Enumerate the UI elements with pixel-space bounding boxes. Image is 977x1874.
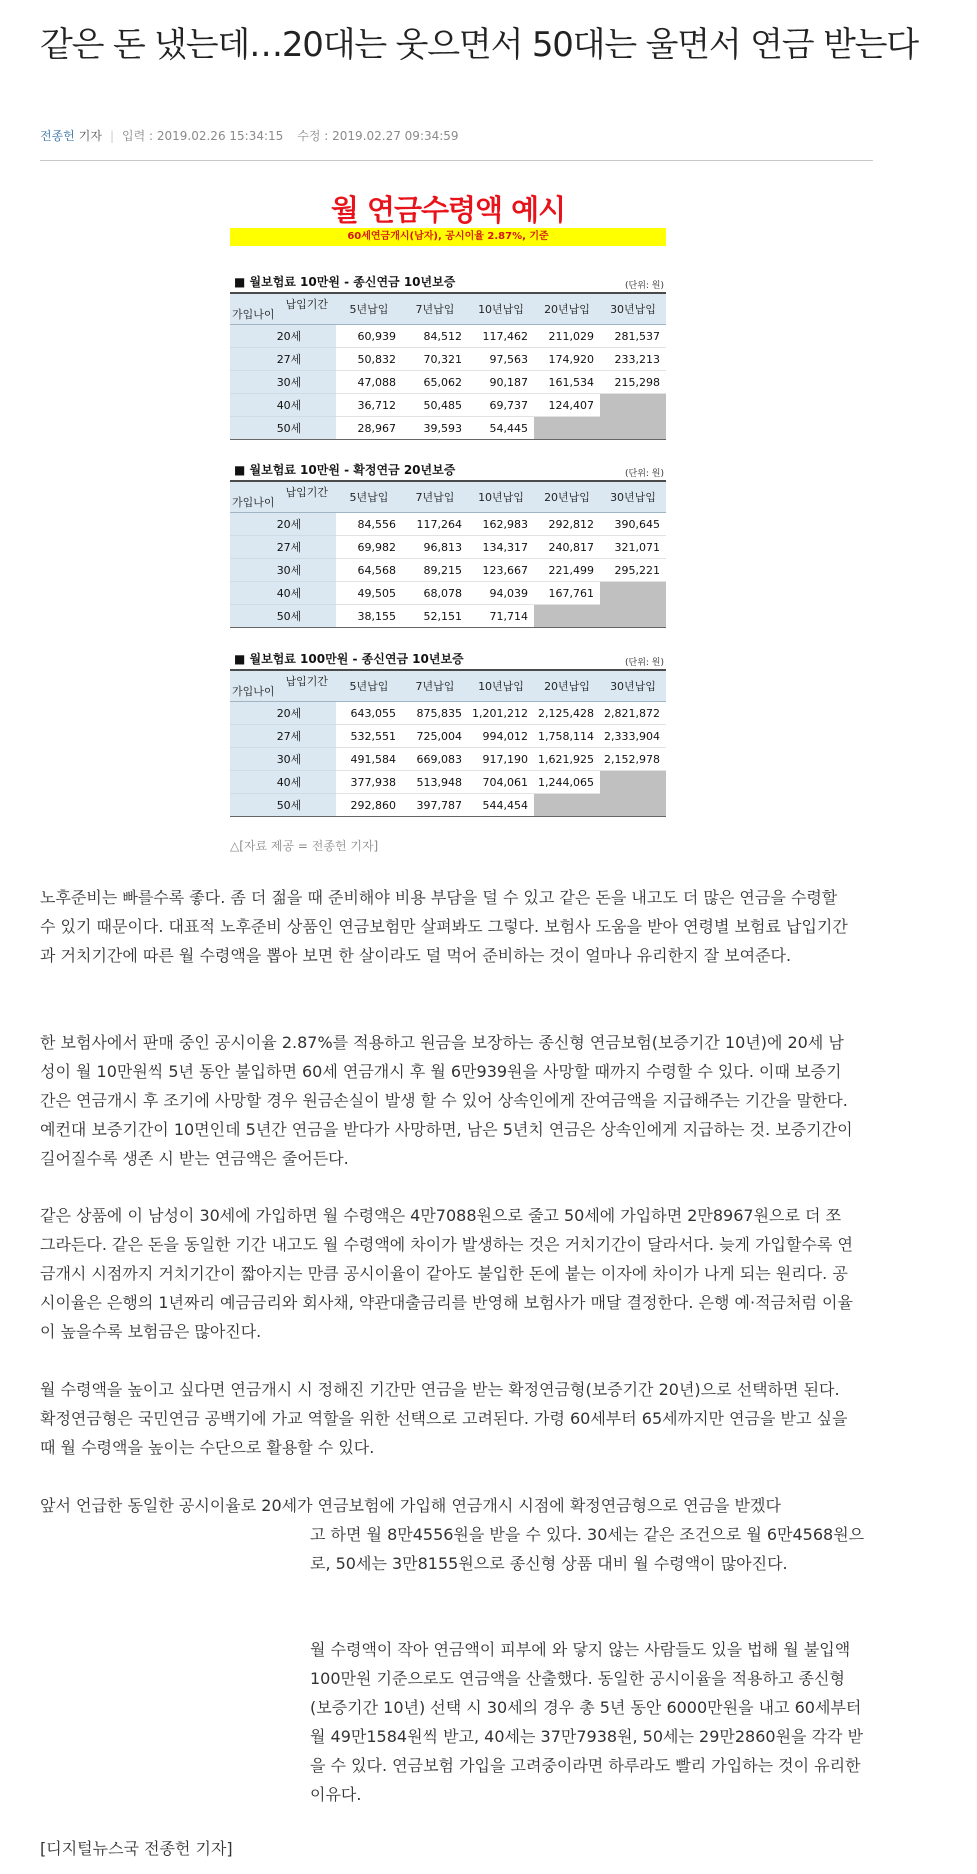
table-row xyxy=(230,794,666,817)
header-divider xyxy=(40,160,873,161)
column-header: 30년납입 xyxy=(600,481,666,513)
table-title: ■ 월보험료 10만원 - 확정연금 20년보증 xyxy=(234,463,456,477)
input-time: 입력 : 2019.02.26 15:34:15 xyxy=(122,129,284,143)
table-row xyxy=(230,513,666,536)
age-cell: 27세 xyxy=(230,348,336,371)
value-cell: 2,125,428 xyxy=(534,702,600,725)
empty-cell xyxy=(600,605,666,628)
empty-cell xyxy=(534,794,600,817)
table-row xyxy=(230,348,666,371)
article-headline: 같은 돈 냈는데…20대는 웃으면서 50대는 울면서 연금 받는다 xyxy=(40,25,918,65)
value-cell: 49,505 xyxy=(336,582,402,605)
value-cell: 1,244,065 xyxy=(534,771,600,794)
author-link[interactable]: 전종헌 xyxy=(40,129,75,143)
value-cell: 94,039 xyxy=(468,582,534,605)
table-row xyxy=(230,725,666,748)
value-cell: 90,187 xyxy=(468,371,534,394)
age-cell: 20세 xyxy=(230,325,336,348)
value-cell: 167,761 xyxy=(534,582,600,605)
column-header: 10년납입 xyxy=(468,293,534,325)
corner-header: 납입기간 가입나이 xyxy=(230,481,336,513)
reporter-tag: [디지털뉴스국 전종헌 기자] xyxy=(40,1839,233,1858)
column-header: 10년납입 xyxy=(468,481,534,513)
corner-header: 납입기간 가입나이 xyxy=(230,670,336,702)
table-row xyxy=(230,748,666,771)
column-header: 7년납입 xyxy=(402,293,468,325)
value-cell: 89,215 xyxy=(402,559,468,582)
value-cell: 491,584 xyxy=(336,748,402,771)
table-row xyxy=(230,771,666,794)
age-cell: 20세 xyxy=(230,702,336,725)
value-cell: 124,407 xyxy=(534,394,600,417)
column-header: 5년납입 xyxy=(336,481,402,513)
value-cell: 84,512 xyxy=(402,325,468,348)
empty-cell xyxy=(534,417,600,440)
value-cell: 994,012 xyxy=(468,725,534,748)
pension-table-1 xyxy=(230,270,666,440)
value-cell: 221,499 xyxy=(534,559,600,582)
modified-time: 수정 : 2019.02.27 09:34:59 xyxy=(297,129,459,143)
value-cell: 397,787 xyxy=(402,794,468,817)
byline xyxy=(40,127,459,144)
column-header: 20년납입 xyxy=(534,670,600,702)
age-cell: 20세 xyxy=(230,513,336,536)
empty-cell xyxy=(534,605,600,628)
paragraph-5-lead: 앞서 언급한 동일한 공시이율로 20세가 연금보험에 가입해 연금개시 시점에 확정연금형으로 연금을 받겠다 xyxy=(40,1496,781,1515)
value-cell: 70,321 xyxy=(402,348,468,371)
column-header: 30년납입 xyxy=(600,670,666,702)
value-cell: 68,078 xyxy=(402,582,468,605)
table-row xyxy=(230,559,666,582)
value-cell: 84,556 xyxy=(336,513,402,536)
age-cell: 40세 xyxy=(230,771,336,794)
figure-title: 월 연금수령액 예시 xyxy=(330,193,566,227)
value-cell: 725,004 xyxy=(402,725,468,748)
table-unit: (단위: 원) xyxy=(625,658,664,668)
value-cell: 71,714 xyxy=(468,605,534,628)
table-row xyxy=(230,702,666,725)
value-cell: 240,817 xyxy=(534,536,600,559)
empty-cell xyxy=(600,417,666,440)
column-header: 5년납입 xyxy=(336,293,402,325)
value-cell: 377,938 xyxy=(336,771,402,794)
column-header: 10년납입 xyxy=(468,670,534,702)
table-unit: (단위: 원) xyxy=(625,469,664,479)
table-unit: (단위: 원) xyxy=(625,281,664,291)
value-cell: 134,317 xyxy=(468,536,534,559)
value-cell: 1,758,114 xyxy=(534,725,600,748)
value-cell: 52,151 xyxy=(402,605,468,628)
paragraph-2: 한 보험사에서 판매 중인 공시이율 2.87%를 적용하고 원금을 보장하는 종신형 연금보험(보증기간 10년)에 20세 남성이 월 10만원씩 5년 동안 불입하면 60세 연금개시 후 월 6만939원을 사망할 때까지 수령할 수 있다. 이때 보증기간은 연금개시 후 조기에 사망할 경우 원금손실이 발생 할 수 있어 상속인에게 잔여금액을 지급해주는 기간을 말한다. 예컨대 보증기간이 10면인데 5년간 연금을 받다가 사망하면, 남은 5년치 연금은 상속인에게 지급하는 것. 보증기간이 길어질수록 생존 시 받는 연금액은 줄어든다. xyxy=(40,1033,853,1168)
value-cell: 54,445 xyxy=(468,417,534,440)
value-cell: 117,462 xyxy=(468,325,534,348)
value-cell: 2,821,872 xyxy=(600,702,666,725)
paragraph-3: 같은 상품에 이 남성이 30세에 가입하면 월 수령액은 4만7088원으로 줄고 50세에 가입하면 2만8967원으로 더 쪼그라든다. 같은 돈을 동일한 기간 내고도 월 수령액에 차이가 발생하는 것은 거치기간이 달라서다. 늦게 가입할수록 연금개시 시점까지 거치기간이 짧아지는 만큼 공시이율이 같아도 불입한 돈에 붙는 이자에 차이가 나게 되는 원리다. 공시이율은 은행의 1년짜리 예금금리와 회사채, 약관대출금리를 반영해 보험사가 매달 결정한다. 은행 예·적금처럼 이율이 높을수록 보험금은 많아진다. xyxy=(40,1206,853,1341)
value-cell: 65,062 xyxy=(402,371,468,394)
column-header: 5년납입 xyxy=(336,670,402,702)
value-cell: 2,152,978 xyxy=(600,748,666,771)
value-cell: 97,563 xyxy=(468,348,534,371)
age-cell: 27세 xyxy=(230,725,336,748)
paragraph-1: 노후준비는 빠를수록 좋다. 좀 더 젊을 때 준비해야 비용 부담을 덜 수 있고 같은 돈을 내고도 더 많은 연금을 수령할 수 있기 때문이다. 대표적 노후준비 상품인 연금보험만 살펴봐도 그렇다. 보험사 도움을 받아 연령별 보험료 납입기간과 거치기간에 따른 월 수령액을 뽑아 보면 한 살이라도 덜 먹어 준비하는 것이 얼마나 유리한지 잘 보여준다. xyxy=(40,888,848,965)
value-cell: 161,534 xyxy=(534,371,600,394)
pension-table-2 xyxy=(230,458,666,628)
column-header: 20년납입 xyxy=(534,293,600,325)
value-cell: 704,061 xyxy=(468,771,534,794)
value-cell: 50,832 xyxy=(336,348,402,371)
value-cell: 390,645 xyxy=(600,513,666,536)
column-header: 30년납입 xyxy=(600,293,666,325)
value-cell: 211,029 xyxy=(534,325,600,348)
column-header: 7년납입 xyxy=(402,481,468,513)
author-role: 기자 xyxy=(78,129,102,143)
figure-subtitle: 60세연금개시(남자), 공시이율 2.87%, 기준 xyxy=(230,228,666,246)
value-cell: 917,190 xyxy=(468,748,534,771)
value-cell: 96,813 xyxy=(402,536,468,559)
value-cell: 2,333,904 xyxy=(600,725,666,748)
value-cell: 50,485 xyxy=(402,394,468,417)
age-cell: 40세 xyxy=(230,394,336,417)
age-cell: 50세 xyxy=(230,605,336,628)
age-cell: 30세 xyxy=(230,559,336,582)
age-cell: 50세 xyxy=(230,794,336,817)
value-cell: 643,055 xyxy=(336,702,402,725)
value-cell: 162,983 xyxy=(468,513,534,536)
pension-table-3 xyxy=(230,647,666,817)
table-row xyxy=(230,325,666,348)
value-cell: 60,939 xyxy=(336,325,402,348)
value-cell: 38,155 xyxy=(336,605,402,628)
value-cell: 69,737 xyxy=(468,394,534,417)
value-cell: 875,835 xyxy=(402,702,468,725)
empty-cell xyxy=(600,582,666,605)
figure-caption: △[자료 제공 = 전종헌 기자] xyxy=(230,839,379,853)
value-cell: 215,298 xyxy=(600,371,666,394)
column-header: 20년납입 xyxy=(534,481,600,513)
value-cell: 292,860 xyxy=(336,794,402,817)
column-header: 7년납입 xyxy=(402,670,468,702)
value-cell: 117,264 xyxy=(402,513,468,536)
value-cell: 1,201,212 xyxy=(468,702,534,725)
paragraph-5: 고 하면 월 8만4556원을 받을 수 있다. 30세는 같은 조건으로 월 6만4568원으로, 50세는 3만8155원으로 종신형 상품 대비 월 수령액이 많아진다. xyxy=(310,1525,865,1573)
value-cell: 544,454 xyxy=(468,794,534,817)
table-row xyxy=(230,371,666,394)
value-cell: 532,551 xyxy=(336,725,402,748)
value-cell: 39,593 xyxy=(402,417,468,440)
value-cell: 47,088 xyxy=(336,371,402,394)
value-cell: 233,213 xyxy=(600,348,666,371)
value-cell: 28,967 xyxy=(336,417,402,440)
value-cell: 1,621,925 xyxy=(534,748,600,771)
value-cell: 281,537 xyxy=(600,325,666,348)
age-cell: 30세 xyxy=(230,371,336,394)
paragraph-6: 월 수령액이 작아 연금액이 피부에 와 닿지 않는 사람들도 있을 법해 월 불입액 100만원 기준으로도 연금액을 산출했다. 동일한 공시이율을 적용하고 종신형(보증기간 10년) 선택 시 30세의 경우 총 5년 동안 6000만원을 내고 60세부터 월 49만1584원씩 받고, 40세는 37만7938원, 50세는 29만2860원을 각각 받을 수 있다. 연금보험 가입을 고려중이라면 하루라도 빨리 가입하는 것이 유리한 이유다. xyxy=(310,1640,864,1804)
age-cell: 40세 xyxy=(230,582,336,605)
age-cell: 30세 xyxy=(230,748,336,771)
age-cell: 50세 xyxy=(230,417,336,440)
value-cell: 174,920 xyxy=(534,348,600,371)
corner-header: 납입기간 가입나이 xyxy=(230,293,336,325)
byline-divider: | xyxy=(109,129,115,143)
paragraph-4: 월 수령액을 높이고 싶다면 연금개시 시 정해진 기간만 연금을 받는 확정연금형(보증기간 20년)으로 선택하면 된다. 확정연금형은 국민연금 공백기에 가교 역할을 위한 선택으로 고려된다. 가령 60세부터 65세까지만 연금을 받고 싶을 때 월 수령액을 높이는 수단으로 활용할 수 있다. xyxy=(40,1380,848,1457)
table-row xyxy=(230,536,666,559)
table-row xyxy=(230,582,666,605)
value-cell: 292,812 xyxy=(534,513,600,536)
value-cell: 321,071 xyxy=(600,536,666,559)
value-cell: 69,982 xyxy=(336,536,402,559)
empty-cell xyxy=(600,794,666,817)
table-title: ■ 월보험료 100만원 - 종신연금 10년보증 xyxy=(234,652,464,666)
empty-cell xyxy=(600,394,666,417)
value-cell: 513,948 xyxy=(402,771,468,794)
table-row xyxy=(230,394,666,417)
table-row xyxy=(230,605,666,628)
empty-cell xyxy=(600,771,666,794)
value-cell: 64,568 xyxy=(336,559,402,582)
value-cell: 669,083 xyxy=(402,748,468,771)
table-row xyxy=(230,417,666,440)
value-cell: 36,712 xyxy=(336,394,402,417)
table-title: ■ 월보험료 10만원 - 종신연금 10년보증 xyxy=(234,275,456,289)
age-cell: 27세 xyxy=(230,536,336,559)
value-cell: 123,667 xyxy=(468,559,534,582)
value-cell: 295,221 xyxy=(600,559,666,582)
